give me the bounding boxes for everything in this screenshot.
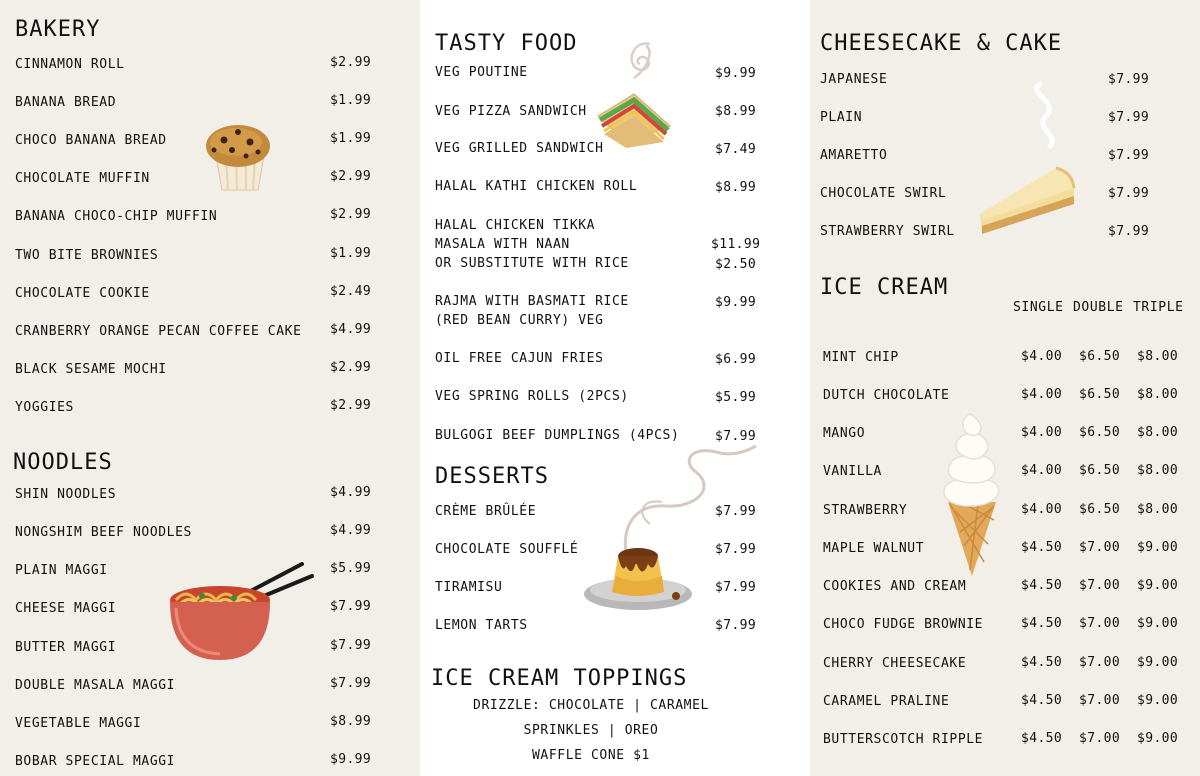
right-panel: [810, 0, 1200, 776]
single-price: $4.50: [1021, 540, 1063, 555]
menu-item-price: $2.99: [330, 360, 372, 375]
menu-item-name: CHERRY CHEESECAKE: [823, 656, 967, 671]
menu-item-name: CINNAMON ROLL: [15, 57, 125, 72]
menu-item-name: BANANA CHOCO-CHIP MUFFIN: [15, 209, 218, 224]
menu-item-price: $9.99: [715, 295, 757, 310]
double-price: $6.50: [1079, 349, 1121, 364]
muffin-icon: [202, 116, 272, 192]
triple-price: $9.00: [1137, 655, 1179, 670]
menu-item-price: $7.99: [1108, 72, 1150, 87]
left-panel: [0, 0, 420, 776]
menu-item-name: COOKIES AND CREAM: [823, 579, 967, 594]
menu-item-price: $7.99: [715, 618, 757, 633]
triple-price: $8.00: [1137, 463, 1179, 478]
menu-item-price: $6.99: [715, 352, 757, 367]
single-price: $4.50: [1021, 616, 1063, 631]
menu-item-name: MANGO: [823, 426, 866, 441]
menu-item-name: OIL FREE CAJUN FRIES: [435, 351, 604, 366]
soft-serve-cone-icon: [934, 412, 1008, 578]
double-price: $7.00: [1079, 578, 1121, 593]
menu-item-price: $4.99: [330, 523, 372, 538]
menu-item-name: VEGETABLE MAGGI: [15, 716, 142, 731]
menu-item-price: $7.99: [330, 676, 372, 691]
menu-item-name: TIRAMISU: [435, 580, 503, 595]
menu-item-name: JAPANESE: [820, 72, 888, 87]
sandwich-icon: [590, 40, 680, 152]
menu-item-price: $8.99: [715, 104, 757, 119]
menu-item-price: $7.99: [715, 429, 757, 444]
size-header-double: DOUBLE: [1073, 300, 1124, 315]
menu-item-name: BUTTERSCOTCH RIPPLE: [823, 732, 984, 747]
menu-item-price: $1.99: [330, 246, 372, 261]
single-price: $4.50: [1021, 693, 1063, 708]
menu-item-price: $7.99: [330, 599, 372, 614]
menu-item-line: HALAL CHICKEN TIKKA: [435, 218, 596, 233]
menu-item-name: CHOCOLATE SOUFFLÉ: [435, 542, 579, 557]
menu-item-name: CHOCO FUDGE BROWNIE: [823, 617, 984, 632]
menu-item-price: $2.99: [330, 398, 372, 413]
menu-item-substitute-price: $2.50: [715, 257, 757, 272]
menu-item-name: MAPLE WALNUT: [823, 541, 925, 556]
menu-item-name: VEG PIZZA SANDWICH: [435, 104, 587, 119]
double-price: $6.50: [1079, 502, 1121, 517]
double-price: $7.00: [1079, 731, 1121, 746]
section-title-ice-cream: ICE CREAM: [820, 275, 949, 300]
double-price: $7.00: [1079, 540, 1121, 555]
single-price: $4.50: [1021, 731, 1063, 746]
triple-price: $8.00: [1137, 502, 1179, 517]
menu-item-name: SHIN NOODLES: [15, 487, 117, 502]
menu-item-price: $7.99: [330, 638, 372, 653]
section-title-noodles: NOODLES: [13, 450, 113, 475]
menu-item-price: $9.99: [715, 66, 757, 81]
menu-item-name: BULGOGI BEEF DUMPLINGS (4PCS): [435, 428, 680, 443]
toppings-line: SPRINKLES | OREO: [523, 723, 659, 738]
menu-item-price: $7.99: [715, 504, 757, 519]
section-title-desserts: DESSERTS: [435, 464, 549, 489]
menu-item-price: $7.99: [1108, 186, 1150, 201]
menu-item-name: STRAWBERRY SWIRL: [820, 224, 955, 239]
menu-item-name: NONGSHIM BEEF NOODLES: [15, 525, 192, 540]
menu-item-name: PLAIN MAGGI: [15, 563, 108, 578]
menu-item-price: $1.99: [330, 131, 372, 146]
menu-item-name: CHOCOLATE MUFFIN: [15, 171, 150, 186]
noodle-bowl-icon: [162, 560, 318, 666]
triple-price: $9.00: [1137, 540, 1179, 555]
menu-item-price: $7.99: [1108, 224, 1150, 239]
menu-item-name: CRÈME BRÛLÉE: [435, 504, 537, 519]
double-price: $6.50: [1079, 425, 1121, 440]
toppings-line: WAFFLE CONE $1: [532, 748, 650, 763]
menu-item-price: $5.99: [330, 561, 372, 576]
single-price: $4.00: [1021, 502, 1063, 517]
menu-item-price: $7.49: [715, 142, 757, 157]
flan-icon: [566, 444, 762, 616]
menu-item-name: BOBAR SPECIAL MAGGI: [15, 754, 176, 769]
menu-item-name: VEG GRILLED SANDWICH: [435, 141, 604, 156]
menu-item-name: VEG POUTINE: [435, 65, 528, 80]
triple-price: $8.00: [1137, 425, 1179, 440]
menu-item-name: CHEESE MAGGI: [15, 601, 117, 616]
menu-item-price: $2.99: [330, 55, 372, 70]
menu-item-name: MINT CHIP: [823, 350, 899, 365]
cheesecake-slice-icon: [976, 80, 1078, 240]
menu-item-line: (RED BEAN CURRY) VEG: [435, 313, 604, 328]
menu-item-price: $7.99: [1108, 110, 1150, 125]
menu-item-price: $8.99: [715, 180, 757, 195]
menu-item-name: CHOCOLATE COOKIE: [15, 286, 150, 301]
size-header-single: SINGLE: [1013, 300, 1064, 315]
toppings-line: DRIZZLE: CHOCOLATE | CARAMEL: [473, 698, 709, 713]
section-title-tasty-food: TASTY FOOD: [435, 31, 578, 56]
triple-price: $8.00: [1137, 387, 1179, 402]
triple-price: $9.00: [1137, 578, 1179, 593]
menu-item-price: $2.99: [330, 169, 372, 184]
section-title-cheesecake: CHEESECAKE & CAKE: [820, 31, 1063, 56]
menu-item-price: $7.99: [715, 542, 757, 557]
triple-price: $9.00: [1137, 693, 1179, 708]
double-price: $7.00: [1079, 616, 1121, 631]
menu-item-name: CRANBERRY ORANGE PECAN COFFEE CAKE: [15, 324, 302, 339]
menu-item-name: STRAWBERRY: [823, 503, 908, 518]
menu-item-price: $4.99: [330, 485, 372, 500]
section-title-bakery: BAKERY: [15, 17, 101, 42]
menu-item-price: $1.99: [330, 93, 372, 108]
size-header-triple: TRIPLE: [1133, 300, 1184, 315]
menu-item-name: BUTTER MAGGI: [15, 640, 117, 655]
menu-item-name: VEG SPRING ROLLS (2PCS): [435, 389, 629, 404]
triple-price: $9.00: [1137, 731, 1179, 746]
single-price: $4.00: [1021, 463, 1063, 478]
menu-item-price: $7.99: [1108, 148, 1150, 163]
menu-item-name: PLAIN: [820, 110, 863, 125]
menu-item-line: MASALA WITH NAAN: [435, 237, 570, 252]
triple-price: $9.00: [1137, 616, 1179, 631]
triple-price: $8.00: [1137, 349, 1179, 364]
menu-item-name: DUTCH CHOCOLATE: [823, 388, 950, 403]
menu-item-name: LEMON TARTS: [435, 618, 528, 633]
menu-item-line: RAJMA WITH BASMATI RICE: [435, 294, 629, 309]
menu-item-price: $7.99: [715, 580, 757, 595]
menu-item-name: BANANA BREAD: [15, 95, 117, 110]
single-price: $4.50: [1021, 655, 1063, 670]
menu-item-name: DOUBLE MASALA MAGGI: [15, 678, 176, 693]
menu-item-price: $8.99: [330, 714, 372, 729]
double-price: $6.50: [1079, 463, 1121, 478]
menu-item-name: HALAL KATHI CHICKEN ROLL: [435, 179, 638, 194]
section-title-toppings: ICE CREAM TOPPINGS: [431, 666, 688, 691]
single-price: $4.00: [1021, 425, 1063, 440]
menu-item-price: $2.99: [330, 207, 372, 222]
double-price: $6.50: [1079, 387, 1121, 402]
menu-item-name-multiline: [435, 292, 629, 330]
menu-item-price: $9.99: [330, 752, 372, 767]
menu-item-name: YOGGIES: [15, 400, 74, 415]
menu-item-price: $4.99: [330, 322, 372, 337]
double-price: $7.00: [1079, 693, 1121, 708]
menu-item-name: AMARETTO: [820, 148, 888, 163]
menu-item-price: $11.99: [711, 237, 761, 252]
menu-item-name: TWO BITE BROWNIES: [15, 248, 159, 263]
middle-panel: [420, 0, 810, 776]
menu-item-name: CHOCO BANANA BREAD: [15, 133, 167, 148]
menu-item-price: $5.99: [715, 390, 757, 405]
single-price: $4.00: [1021, 387, 1063, 402]
menu-item-name: CARAMEL PRALINE: [823, 694, 950, 709]
single-price: $4.50: [1021, 578, 1063, 593]
menu-item-name: BLACK SESAME MOCHI: [15, 362, 167, 377]
menu-item-line: OR SUBSTITUTE WITH RICE: [435, 256, 629, 271]
menu-item-name-multiline: [435, 216, 629, 273]
menu-item-price: $2.49: [330, 284, 372, 299]
menu-item-name: CHOCOLATE SWIRL: [820, 186, 947, 201]
menu-item-name: VANILLA: [823, 464, 882, 479]
single-price: $4.00: [1021, 349, 1063, 364]
double-price: $7.00: [1079, 655, 1121, 670]
